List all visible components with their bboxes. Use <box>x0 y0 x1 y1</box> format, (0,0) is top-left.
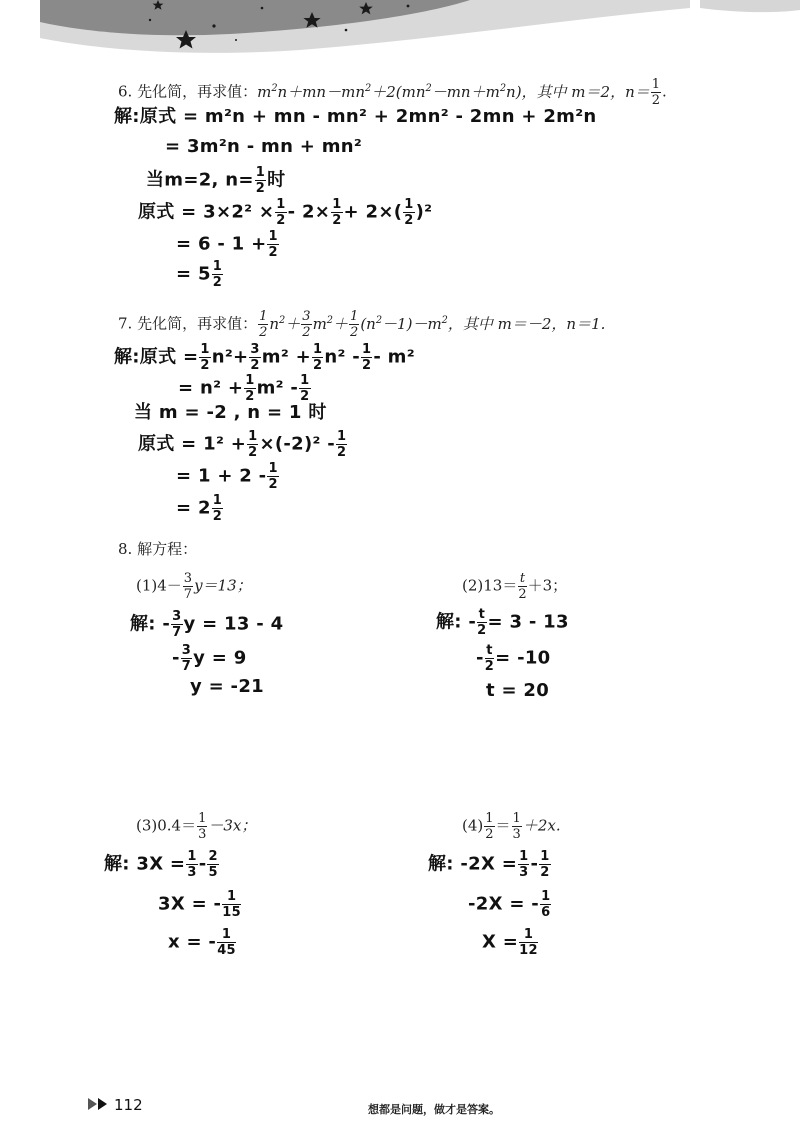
header-star-band <box>0 0 800 80</box>
term: m <box>257 82 272 101</box>
p8-4-line2: -2X = - $\frac{1}{6}$ <box>468 889 551 920</box>
p7-line4: 原式 = 1² + $\frac{1}{2}$ ×(-2)² - $\frac{1}{2}$ <box>138 429 347 460</box>
problem-label: 7. 先化简，再求值： <box>118 314 258 333</box>
p7-line5: = 1 + 2 - $\frac{1}{2}$ <box>176 461 278 492</box>
p8-1-line2: - $\frac{3}{7}$ y = 9 <box>172 643 247 674</box>
p8-1-line3: y = -21 <box>190 676 264 697</box>
p6-line4: 原式 = 3×2² × $\frac{1}{2}$ - 2× $\frac{1}{2}$ + 2×( $\frac{1}{2}$ )² <box>138 197 433 228</box>
term: n＋mn－mn <box>277 82 365 101</box>
double-arrow-icon <box>88 1097 114 1111</box>
problem-6-prompt: 6. 先化简，再求值：$m^2n+mn-mn^2+2(mn^2-mn+m^2n)$，其中 m＝2，n＝ $\frac{1}{2}$ . <box>118 77 667 108</box>
p6-line2: = 3m²n - mn + mn² <box>165 136 363 157</box>
page-number-area <box>88 1096 143 1114</box>
p8-3-line3: x = - $\frac{1}{45}$ <box>168 927 236 958</box>
p6-line6: = 5 $\frac{1}{2}$ <box>176 259 223 290</box>
p7-line3: 当 m = -2 , n = 1 时 <box>134 402 327 423</box>
term: n)，其中 m＝2，n＝ <box>506 82 650 101</box>
p6-line3: 当m=2, n= $\frac{1}{2}$ 时 <box>146 165 286 196</box>
problem-label: 6. 先化简，再求值： <box>118 82 258 101</box>
p8-1-prompt: (1)4－ $\frac{3}{7}$ y＝13； <box>136 571 252 602</box>
p7-line1: 解:原式 = $\frac{1}{2}$ n²+ $\frac{3}{2}$ m² + $\frac{1}{2}$ n² - $\frac{1}{2}$ - m² <box>114 342 415 373</box>
p7-line2: = n² + $\frac{1}{2}$ m² - $\frac{1}{2}$ <box>178 373 310 404</box>
p8-4-line1: 解: -2X = $\frac{1}{3}$ - $\frac{1}{2}$ <box>428 849 550 880</box>
term: －mn＋m <box>431 82 500 101</box>
footer-slogan: 想都是问题，做才是答案。 <box>368 1103 500 1116</box>
p8-3-prompt: (3)0.4＝ $\frac{1}{3}$ －3x； <box>136 811 257 842</box>
p8-4-prompt: (4) $\frac{1}{2}$ ＝ $\frac{1}{3}$ ＋2x. <box>462 811 561 842</box>
p8-2-line1: 解: - $\frac{t}{2}$ = 3 - 13 <box>436 607 569 638</box>
problem-7-prompt: 7. 先化简，再求值： $\frac{1}{2}$ $n^2+$ $\frac{3}{2}$ $m^2+$ $\frac{1}{2}$ $(n^2-1)-m^2$，其中 m＝－2，n＝1. <box>118 309 606 340</box>
p8-2-line3: t = 20 <box>486 680 550 701</box>
fraction: $\frac{1}{2}$ <box>651 77 661 108</box>
page-number: 112 <box>114 1096 143 1114</box>
p7-line6: = 2 $\frac{1}{2}$ <box>176 493 223 524</box>
p8-3-line1: 解: 3X = $\frac{1}{3}$ - $\frac{2}{5}$ <box>104 849 218 880</box>
p6-line5: = 6 - 1 + $\frac{1}{2}$ <box>176 229 278 260</box>
p8-3-line2: 3X = - $\frac{1}{15}$ <box>158 889 241 920</box>
p8-4-line3: X = $\frac{1}{12}$ <box>482 927 538 958</box>
term: ＋2(mn <box>371 82 426 101</box>
p8-1-line1: 解: - $\frac{3}{7}$ y = 13 - 4 <box>130 609 284 640</box>
p8-2-prompt: (2)13＝ $\frac{t}{2}$ ＋3； <box>462 571 568 602</box>
p8-2-line2: - $\frac{t}{2}$ = -10 <box>476 643 551 674</box>
problem-8-title: 8. 解方程： <box>118 540 198 558</box>
term: . <box>662 82 667 101</box>
p6-line1: 解:原式 = m²n + mn - mn² + 2mn² - 2mn + 2m²n <box>114 106 597 127</box>
